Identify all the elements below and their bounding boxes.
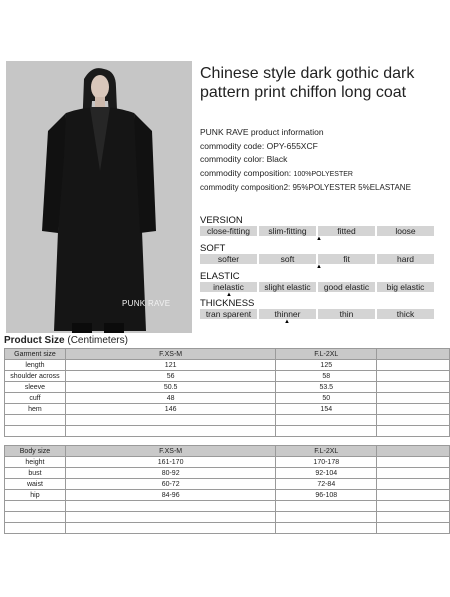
scale-option: softer	[200, 254, 257, 264]
table-cell: 58	[276, 371, 377, 382]
product-title: Chinese style dark gothic dark pattern print chiffon long coat	[200, 65, 415, 101]
table-header-cell: F.L-2XL	[276, 349, 377, 360]
product-info	[200, 126, 411, 195]
table-cell: 154	[276, 404, 377, 415]
table-cell	[377, 501, 450, 512]
body-size-table	[4, 445, 450, 534]
table-cell: hem	[5, 404, 66, 415]
size-title: Product Size	[4, 335, 65, 346]
table-cell	[377, 404, 450, 415]
table-cell	[377, 523, 450, 534]
table-header-row	[5, 446, 450, 457]
table-cell	[377, 371, 450, 382]
table-cell	[5, 523, 66, 534]
table-cell: bust	[5, 468, 66, 479]
table-row	[5, 404, 450, 415]
scale-option: good elastic	[318, 282, 375, 292]
scale-option: thick	[377, 309, 434, 319]
table-cell	[377, 415, 450, 426]
table-cell	[377, 393, 450, 404]
table-cell	[5, 512, 66, 523]
table-cell	[276, 415, 377, 426]
table-cell: 50	[276, 393, 377, 404]
scale-option: thin	[318, 309, 375, 319]
watermark: PUNK RAVE	[122, 299, 171, 308]
table-row	[5, 415, 450, 426]
scale-label: SOFT	[200, 243, 226, 254]
table-cell	[377, 457, 450, 468]
table-cell	[377, 468, 450, 479]
scale-option: slight elastic	[259, 282, 316, 292]
size-unit: (Centimeters)	[67, 335, 128, 346]
selected-marker-icon: ▲	[284, 319, 290, 325]
table-cell: 96-108	[276, 490, 377, 501]
table-row	[5, 360, 450, 371]
table-header-cell: Garment size	[5, 349, 66, 360]
table-cell	[276, 426, 377, 437]
table-row	[5, 457, 450, 468]
table-header-cell: F.XS-M	[65, 349, 275, 360]
scale-thickness	[200, 298, 434, 325]
scale-option: loose	[377, 226, 434, 236]
table-cell	[65, 512, 276, 523]
table-row	[5, 501, 450, 512]
table-row	[5, 523, 450, 534]
table-row	[5, 512, 450, 523]
table-cell: 125	[276, 360, 377, 371]
selected-marker-icon: ▲	[316, 236, 322, 242]
table-header-cell: F.XS-M	[65, 446, 276, 457]
selected-marker-icon: ▲	[316, 264, 322, 270]
table-cell	[5, 501, 66, 512]
table-cell	[5, 426, 66, 437]
table-cell	[65, 426, 275, 437]
table-cell: waist	[5, 479, 66, 490]
scale-option: inelastic	[200, 282, 257, 292]
table-cell: 53.5	[276, 382, 377, 393]
table-header-cell	[377, 446, 450, 457]
info-heading: PUNK RAVE product information	[200, 127, 324, 137]
scale-option: close-fitting	[200, 226, 257, 236]
table-cell: sleeve	[5, 382, 66, 393]
table-cell: height	[5, 457, 66, 468]
info-composition-label: commodity composition:	[200, 167, 294, 178]
table-cell: 92-104	[276, 468, 377, 479]
scale-label: VERSION	[200, 215, 243, 226]
table-cell	[377, 426, 450, 437]
scale-option: hard	[377, 254, 434, 264]
scale-option: fitted	[318, 226, 375, 236]
scale-option: soft	[259, 254, 316, 264]
table-cell: 60-72	[65, 479, 276, 490]
table-cell	[65, 415, 275, 426]
selected-marker-icon: ▲	[226, 292, 232, 298]
table-cell	[276, 501, 377, 512]
table-cell	[65, 501, 276, 512]
table-cell: 80-92	[65, 468, 276, 479]
scale-option: tran sparent	[200, 309, 257, 319]
table-cell: length	[5, 360, 66, 371]
info-composition	[200, 167, 411, 182]
info-composition-value: 100%POLYESTER	[293, 170, 353, 178]
table-cell	[377, 490, 450, 501]
info-code: commodity code: OPY-655XCF	[200, 140, 318, 151]
table-cell: 84-96	[65, 490, 276, 501]
table-row	[5, 371, 450, 382]
scale-label: THICKNESS	[200, 298, 255, 309]
product-size-title	[4, 335, 128, 346]
scale-soft	[200, 243, 434, 270]
table-header-cell: F.L-2XL	[276, 446, 377, 457]
table-row	[5, 426, 450, 437]
table-cell	[377, 382, 450, 393]
info-color: commodity color: Black	[200, 154, 288, 164]
scale-label: ELASTIC	[200, 271, 240, 282]
model-figure	[6, 61, 192, 333]
garment-size-table	[4, 348, 450, 437]
table-cell	[276, 512, 377, 523]
table-cell	[377, 479, 450, 490]
table-cell: cuff	[5, 393, 66, 404]
table-cell: 48	[65, 393, 275, 404]
scale-version	[200, 215, 434, 242]
scale-elastic	[200, 271, 434, 298]
table-header-row	[5, 349, 450, 360]
table-header-cell	[377, 349, 450, 360]
table-row	[5, 479, 450, 490]
table-cell: 146	[65, 404, 275, 415]
product-photo	[6, 61, 192, 333]
scale-option: slim-fitting	[259, 226, 316, 236]
table-cell: 161-170	[65, 457, 276, 468]
table-cell	[276, 523, 377, 534]
info-composition2: commodity composition2: 95%POLYESTER 5%ELASTANE	[200, 183, 411, 192]
table-cell: 50.5	[65, 382, 275, 393]
table-cell: shoulder across	[5, 371, 66, 382]
table-cell: 170-178	[276, 457, 377, 468]
table-row	[5, 490, 450, 501]
table-row	[5, 468, 450, 479]
table-cell: 72-84	[276, 479, 377, 490]
table-cell	[377, 360, 450, 371]
table-cell	[65, 523, 276, 534]
table-cell	[5, 415, 66, 426]
table-cell: hip	[5, 490, 66, 501]
scale-option: thinner	[259, 309, 316, 319]
scale-option: fit	[318, 254, 375, 264]
table-row	[5, 382, 450, 393]
table-header-cell: Body size	[5, 446, 66, 457]
table-cell: 56	[65, 371, 275, 382]
scale-option: big elastic	[377, 282, 434, 292]
table-cell: 121	[65, 360, 275, 371]
table-row	[5, 393, 450, 404]
table-cell	[377, 512, 450, 523]
